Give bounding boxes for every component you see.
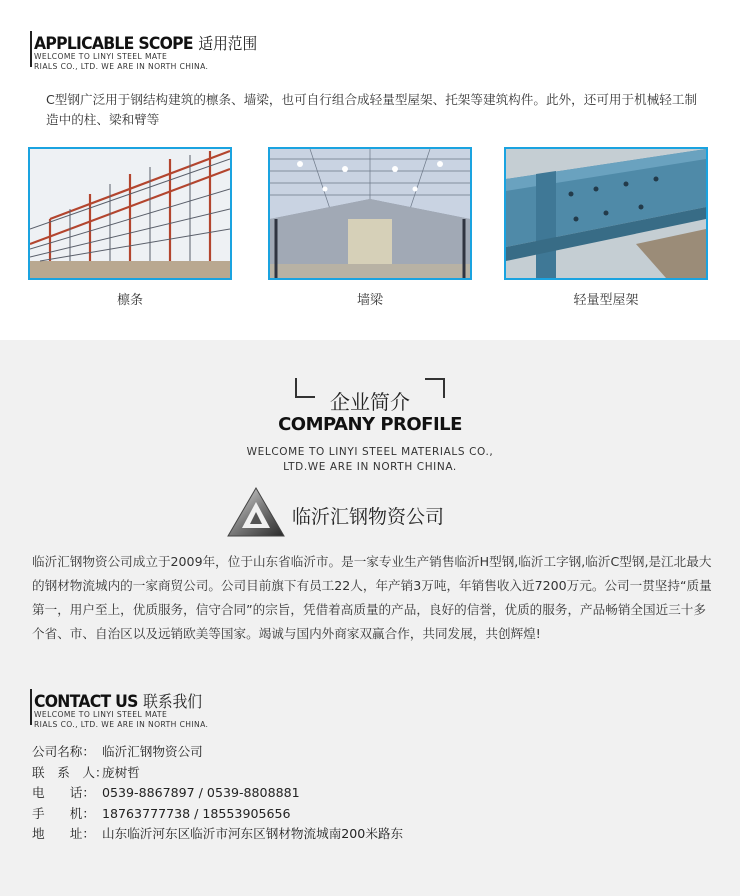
warehouse-interior-photo <box>268 147 472 280</box>
contact-row-person <box>32 763 403 784</box>
scope-title: APPLICABLE SCOPE 适用范围 <box>34 34 258 54</box>
header-bar <box>30 689 32 725</box>
contact-value[interactable]: 0539-8867897 / 0539-8808881 <box>102 785 300 801</box>
profile-title-cn: 企业简介 <box>330 390 410 414</box>
caption-wall-beam: 墙梁 <box>356 293 383 308</box>
title-frame-right-top <box>425 378 445 380</box>
contact-header <box>30 689 330 729</box>
c-beam-closeup-photo <box>504 147 708 280</box>
contact-label: 手 机： <box>32 805 95 821</box>
profile-title-en: COMPANY PROFILE <box>278 414 462 435</box>
contact-label: 电 话： <box>32 785 95 801</box>
contact-list <box>32 742 403 845</box>
contact-value: 庞树哲 <box>102 764 140 780</box>
contact-row-phone <box>32 783 403 804</box>
caption-purlin: 檩条 <box>116 293 143 308</box>
company-name: 临沂汇钢物资公司 <box>292 506 445 528</box>
contact-label: 地 址： <box>32 826 95 842</box>
scope-title-cn: 适用范围 <box>198 34 258 53</box>
profile-paragraph: 临沂汇钢物资公司成立于2009年，位于山东省临沂市。是一家专业生产销售临沂H型钢,临沂工字钢,临沂C型钢,是江北最大的钢材物流城内的一家商贸公司。公司目前旗下有员工22人，年产销3万吨，年销售收入近7200万元。公司一贯坚持“质量第一，用户至上，优质服务，信守合同”的宗旨，凭借着高质量的产品，良好的信誉，优质的服务，产品畅销全国近三十多个省、市、自治区以及远销欧美等国家。竭诚与国内外商家双赢合作，共同发展，共创辉煌! <box>32 554 712 641</box>
contact-value[interactable]: 18763777738 / 18553905656 <box>102 805 291 821</box>
contact-row-company <box>32 742 403 763</box>
scope-subtitle: WELCOME TO LINYI STEEL MATE RIALS CO., LTD. WE ARE IN NORTH CHINA. <box>34 52 209 71</box>
steel-frame-photo <box>28 147 232 280</box>
contact-row-address <box>32 824 403 845</box>
contact-title: CONTACT US 联系我们 <box>34 692 203 712</box>
contact-value: 临沂汇钢物资公司 <box>102 744 203 759</box>
company-logo-icon <box>226 486 286 538</box>
caption-light-truss: 轻量型屋架 <box>573 293 639 308</box>
contact-title-cn: 联系我们 <box>143 692 203 711</box>
profile-subtitle: WELCOME TO LINYI STEEL MATERIALS CO., LTD.WE ARE IN NORTH CHINA. <box>246 446 494 473</box>
contact-value: 山东临沂河东区临沂市河东区钢材物流城南200米路东 <box>102 826 404 842</box>
scope-header <box>30 31 330 71</box>
contact-label: 联 系 人： <box>32 764 108 780</box>
scope-paragraph: C型钢广泛用于钢结构建筑的檩条、墙梁，也可自行组合成轻量型屋架、托架等建筑构件。此外，还可用于机械轻工制造中的柱、梁和臂等 <box>46 92 698 127</box>
contact-subtitle: WELCOME TO LINYI STEEL MATE RIALS CO., LTD. WE ARE IN NORTH CHINA. <box>34 710 209 729</box>
contact-row-mobile <box>32 804 403 825</box>
header-bar <box>30 31 32 67</box>
contact-label: 公司名称： <box>32 744 95 759</box>
